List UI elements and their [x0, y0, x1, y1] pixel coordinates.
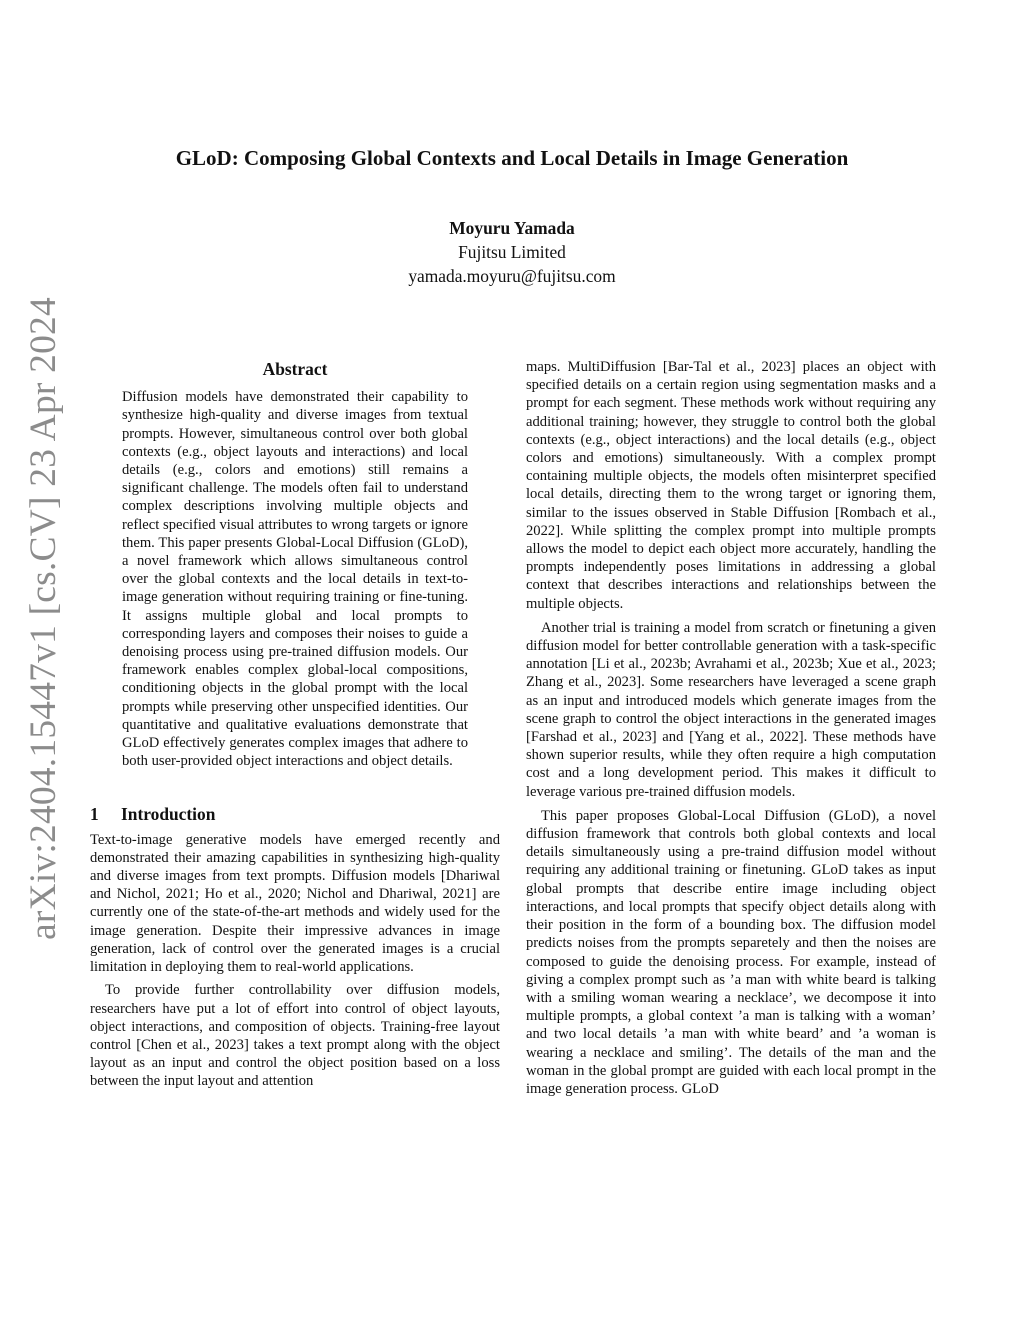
author-email: yamada.moyuru@fujitsu.com: [408, 266, 616, 286]
section-title: Introduction: [121, 804, 216, 825]
right-column: [526, 358, 936, 1098]
left-column: [90, 358, 500, 1091]
arxiv-identifier: arXiv:2404.15447v1 [cs.CV] 23 Apr 2024: [23, 297, 64, 940]
author-affiliation: Fujitsu Limited: [458, 242, 566, 262]
author-name: Moyuru Yamada: [449, 218, 575, 238]
section-heading-introduction: [90, 805, 500, 823]
intro-paragraph-2: To provide further controllability over diffusion models, researchers have put a lot of effort into control of object layouts, object interactions, and composition of objects. Training-free layout control [Chen et al., 2023] takes a text prompt along with the object layout as an input and control the object position based on a loss between the input layout and attention: [90, 982, 500, 1090]
intro-paragraph-2-continued: maps. MultiDiffusion [Bar-Tal et al., 2023] places an object with specified details on a certain region using segmentation masks and a prompt for each segment. These methods work without requiring any additional training; however, they struggle to control both the global contexts (e.g., object interactions) and the local details (e.g., object colors and emotions) simultaneously. With a complex prompt containing multiple objects, the models often misinterpret specified local details, directing them to the wrong target or ignoring them, similar to the issues observed in Stable Diffusion [Rombach et al., 2022]. While splitting the complex prompt into multiple prompts allows the model to depict each object more accurately, handling the prompts independently poses limitations in addressing a global context that describes interactions and relationships between the multiple objects.: [526, 359, 936, 612]
abstract-heading: Abstract: [262, 359, 328, 379]
intro-paragraph-3: Another trial is training a model from scratch or finetuning a given diffusion model for better controllable generation with a task-specific annotation [Li et al., 2023b; Avrahami et al., 2023b; Xue et al., 2023; Zhang et al., 2023]. Some researchers have leveraged a scene graph as an input and introduced models which generate images from the scene graph to control the object interactions in the generated images [Farshad et al., 2023] and [Yang et al., 2022]. These methods have shown superior results, while they often require a high computation cost and a long development period. This makes it difficult to leverage various pre-trained diffusion models.: [526, 619, 936, 800]
paper-title: GLoD: Composing Global Contexts and Local Details in Image Generation: [175, 146, 849, 170]
intro-paragraph-4: This paper proposes Global-Local Diffusion (GLoD), a novel diffusion framework that controls both global contexts and local details simultaneously using a pre-traind diffusion model without requiring any additional training or finetuning. GLoD takes as input global prompts that describe entire image including object interactions, and local prompts that specify object details along with their position in the form of a bounding box. The diffusion model predicts noises from the prompts separetely and then the noises are composed to guide the denoising process. For example, instead of giving a complex prompt such as ’a man with white beard is talking with a smiling woman wearing a necklace’, we decompose it into multiple prompts, a global context ’a man is talking with a woman’ and two local details ’a man with white beard’ and ’a woman is wearing a necklace and smiling’. The details of the man and the woman in the global prompt are guided with each local prompt in the image generation process. GLoD: [526, 807, 936, 1097]
intro-paragraph-1: Text-to-image generative models have emerged recently and demonstrated their amazing capabilities in synthesizing high-quality and diverse images from text prompts. Diffusion models [Dhariwal and Nichol, 2021; Ho et al., 2020; Nichol and Dhariwal, 2021] are currently one of the state-of-the-art methods and widely used for the image generation. Despite their impressive advances in image generation, lack of control over the generated images is a crucial limitation in deploying them to real-world applications.: [90, 831, 500, 976]
author-block: [312, 216, 712, 288]
abstract-body: [90, 388, 500, 770]
section-number: 1: [90, 804, 99, 825]
abstract-text: Diffusion models have demonstrated their capability to synthesize high-quality and diverse images from textual prompts. However, simultaneous control over both global contexts (e.g., object layouts and interactions) and local details (e.g., colors and emotions) still remains a significant challenge. The models often fail to understand complex descriptions involving multiple objects and reflect specified visual attributes to wrong targets or ignore them. This paper presents Global-Local Diffusion (GLoD), a novel framework which allows simultaneous control over the global contexts and the local details in text-to-image generation without requiring training or fine-tuning. It assigns multiple global and local prompts to corresponding layers and composes their noises to guide a denoising process using pre-trained diffusion models. Our framework enables complex global-local compositions, conditioning objects in the global prompt with the local prompts while preserving other unspecified identities. Our quantitative and qualitative evaluations demonstrate that GLoD effectively generates complex images that adhere to both user-provided object interactions and object details.: [122, 389, 468, 770]
